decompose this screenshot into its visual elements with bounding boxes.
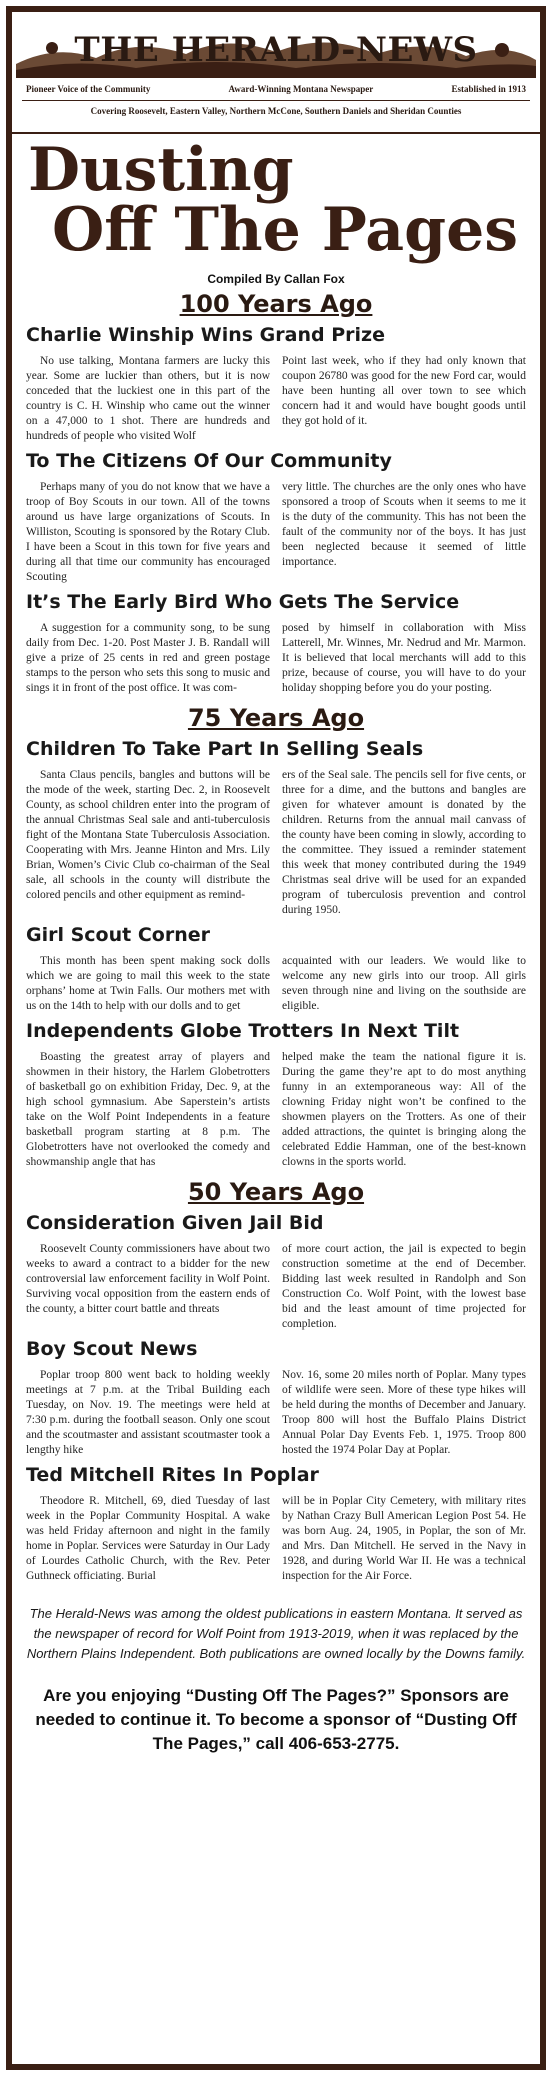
footer-sponsor-cta: Are you enjoying “Dusting Off The Pages?” Sponsors are needed to continue it. To become a sponsor of “Dusting Off The Pages,” call 406-653-2775.: [35, 1686, 517, 1753]
era-heading-50: 50 Years Ago: [187, 1178, 365, 1206]
story-col-2: acquainted with our leaders. We would like to welcome any new girls into our troop. All girls seven through nine and living on the southside are eligible.: [282, 955, 526, 1012]
headline-girl-scout: Girl Scout Corner: [26, 924, 210, 946]
headline-boy-scout-news: Boy Scout News: [26, 1338, 198, 1360]
story-col-1: Theodore R. Mitchell, 69, died Tuesday of last week in the Poplar Community Hospital. A wake was held Friday afternoon and night in the family home in Poplar. Services were Saturday in Our Lady of Lourdes Catholic Church, with the Rev. Peter Guthneck officiating. Burial: [26, 1495, 270, 1582]
title-line-2: Off The Pages: [52, 195, 519, 265]
story-citizens: [26, 480, 526, 585]
page-content: [26, 134, 526, 1756]
era-heading-75: 75 Years Ago: [187, 704, 365, 732]
footer-history-note: The Herald-News was among the oldest publications in eastern Montana. It served as the newspaper of record for Wolf Point from 1913-2019, when it was replaced by the Northern Plains Independent. Both publications are owned locally by the Downs family.: [26, 1606, 526, 1661]
byline: Compiled By Callan Fox: [207, 272, 345, 286]
masthead: [12, 12, 540, 134]
story-early-bird: [26, 621, 526, 696]
masthead-taglines: [26, 84, 526, 94]
story-boy-scout-news: [26, 1368, 526, 1458]
story-col-2: very little. The churches are the only ones who have sponsored a troop of Scouts when it seems to me it is the duty of the community. This has not been the fault of the community nor of the boys. It has just been neglected because it seemed of little importance.: [282, 481, 526, 568]
page-title: [26, 135, 526, 265]
masthead-coverage: Covering Roosevelt, Eastern Valley, Northern McCone, Southern Daniels and Sheridan Counties: [90, 106, 462, 116]
tagline-left: Pioneer Voice of the Community: [26, 84, 151, 94]
masthead-title: THE HERALD-NEWS: [74, 30, 478, 70]
story-col-1: Perhaps many of you do not know that we have a troop of Boy Scouts in our town. All of the towns around us have large organizations of Scouts. In Williston, Scouting is sponsored by the Rotary Club. I have been a Scout in this town for five years and during all that time our community has encouraged Scouting: [26, 481, 270, 583]
headline-jail-bid: Consideration Given Jail Bid: [26, 1212, 324, 1234]
headline-early-bird: It’s The Early Bird Who Gets The Service: [26, 591, 460, 613]
story-col-1: A suggestion for a community song, to be sung daily from Dec. 1-20. Post Master J. B. Randall will give a prize of 25 cents in red and green postage stamps to the person who sets this song to music and sings it in front of the post office. It was com-: [26, 622, 270, 694]
story-col-1: No use talking, Montana farmers are lucky this year. Some are luckier than others, but it is now conceded that the luckiest one in this part of the country is C. H. Winship who came out the winner on a 47,000 to 1 shot. There are hundreds and hundreds of people who visited Wolf: [26, 355, 270, 442]
story-col-1: Roosevelt County commissioners have about two weeks to award a contract to a bidder for the new controversial law enforcement facility in Wolf Point. Surviving vocal opposition from the eastern ends of the county, a bitter court battle and threats: [26, 1243, 270, 1315]
story-col-2: helped make the team the national figure it is. During the game they’re apt to do most anything funny in an extemporaneous way: All of the clowning Friday night won’t be confined to the showmen players on the Trotters. As one of their added attractions, the quintet is bringing along the celebrated Eddie Hamman, one of the best-known clowns in the sports world.: [282, 1051, 526, 1168]
story-col-1: This month has been spent making sock dolls which we are going to mail this week to the state orphans’ home at Twin Falls. Our mothers met with us on the 14th to help with our dolls and to get: [26, 955, 270, 1012]
story-col-2: Nov. 16, some 20 miles north of Poplar. Many types of wildlife were seen. More of these type hikes will be held during the months of December and January. Troop 800 will host the Buffalo Plains District Annual Polar Day Events Feb. 1, 1975. Troop 800 hosted the 1974 Polar Day at Poplar.: [282, 1369, 526, 1456]
story-col-2: Point last week, who if they had only known that coupon 26780 was good for the new Ford car, would have been hunting all over town to see which concern had it and would have bought goods until they got hold of it.: [282, 355, 526, 427]
tagline-right: Established in 1913: [451, 84, 526, 94]
headline-citizens: To The Citizens Of Our Community: [26, 450, 392, 472]
story-col-1: Poplar troop 800 went back to holding weekly meetings at 7 p.m. at the Tribal Building each Tuesday, on Nov. 19. The meetings were held at 7:30 p.m. during the football season. Only one scout and the scoutmaster and assistant scoutmaster took a lengthy hike: [26, 1369, 270, 1456]
story-col-2: posed by himself in collaboration with Miss Latterell, Mr. Winnes, Mr. Nedrud and Mr. Marmon. It is believed that local merchants will add to this prize, because of course, you will have to do your holiday shopping before you do your posting.: [282, 622, 526, 694]
tagline-center: Award-Winning Montana Newspaper: [228, 84, 374, 94]
story-girl-scout: [26, 954, 526, 1014]
story-col-2: will be in Poplar City Cemetery, with military rites by Nathan Crazy Bull American Legion Post 54. He was born Aug. 24, 1905, in Poplar, the son of Mr. and Mrs. Dan Mitchell. He served in the Navy in 1928, and during World War II. He was a technical inspection for the Air Force.: [282, 1495, 526, 1582]
story-jail-bid: [26, 1242, 526, 1332]
story-seals: [26, 768, 526, 918]
era-heading-100: 100 Years Ago: [179, 290, 373, 318]
headline-winship: Charlie Winship Wins Grand Prize: [26, 324, 385, 346]
title-line-1: Dusting: [28, 135, 294, 205]
story-globe-trotters: [26, 1050, 526, 1170]
story-winship: [26, 354, 526, 444]
headline-mitchell: Ted Mitchell Rites In Poplar: [26, 1464, 319, 1486]
story-mitchell: [26, 1494, 526, 1584]
headline-globe-trotters: Independents Globe Trotters In Next Tilt: [26, 1020, 460, 1042]
masthead-divider: [22, 100, 530, 101]
story-col-1: Boasting the greatest array of players and showmen in their history, the Harlem Globetrotters of basketball go on exhibition Friday, Dec. 9, at the high school gymnasium. Abe Saperstein’s artists take on the Wolf Point Independents in a feature basketball program starting at 8 p.m. The Globetrotters have not overlooked the comedy and showmanship angle that has: [26, 1051, 270, 1168]
story-col-2: ers of the Seal sale. The pencils sell for five cents, or three for a dime, and the buttons and bangles are given for whatever amount is donated by the children. Returns from the annual mail canvass of the county have been coming in slowly, according to the committee. They issued a reminder statement this week that money contributed during the 1949 Christmas seal drive will be used for an expanded program of tuberculosis prevention and control during 1950.: [282, 769, 526, 916]
story-col-2: of more court action, the jail is expected to begin construction sometime at the end of December. Bidding last week resulted in Randolph and Son Construction Co. Wolf Point, with the lowest base bid and the least amount of time projected for completion.: [282, 1243, 526, 1330]
newspaper-page: [6, 6, 546, 2070]
headline-seals: Children To Take Part In Selling Seals: [26, 738, 424, 760]
story-col-1: Santa Claus pencils, bangles and buttons will be the mode of the week, starting Dec. 2, in Roosevelt County, as school children enter into the program of the annual Christmas Seal sale and anti-tuberculosis fight of the Montana State Tuberculosis Association. Cooperating with Mrs. Jeanne Hinton and Mrs. Lily Brian, Women’s Civic Club co-chairman of the Seal sale, all schools in the county will distribute the colored pencils and other equipment as remind-: [26, 769, 270, 901]
